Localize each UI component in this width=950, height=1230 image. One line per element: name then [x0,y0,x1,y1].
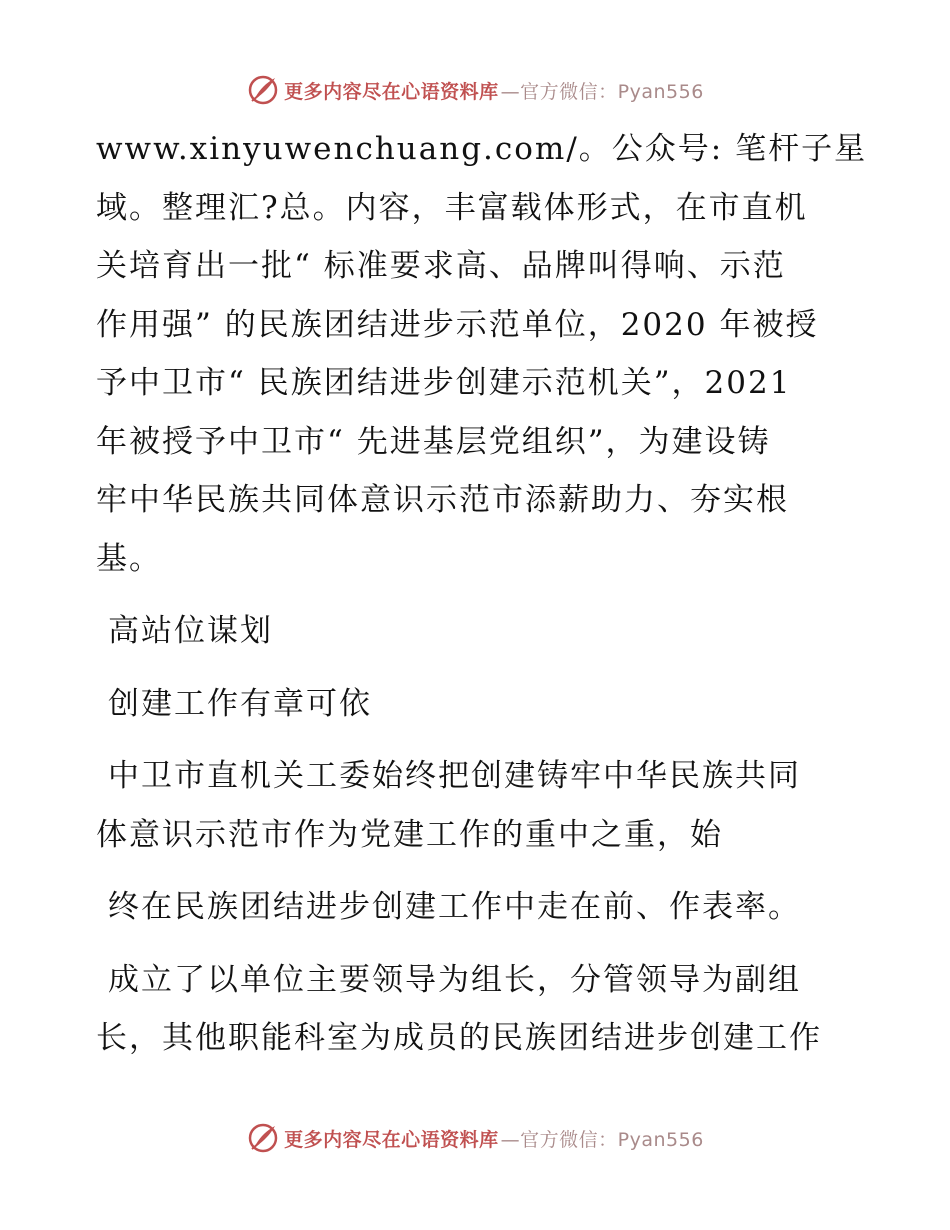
text-line: 域。整理汇?总。内容，丰富载体形式，在市直机 [96,189,808,226]
document-body [96,120,868,1068]
paragraph-1 [96,120,868,588]
header-banner [0,70,950,110]
paragraph-4 [96,951,856,1068]
text-line: 年被授予中卫市“ 先进基层党组织”，为建设铸 [96,423,771,460]
text-line: 作用强” 的民族团结进步示范单位，2020 年被授 [96,306,819,343]
banner-wechat-text: —官方微信：Pyan556 [500,80,704,103]
section-subheading: 创建工作有章可依 [108,685,372,722]
banner-main-text: 更多内容尽在心语资料库 [284,80,499,103]
section-heading: 高站位谋划 [108,613,273,649]
text-line: 基。 [96,540,162,577]
text-line: 体意识示范市作为党建工作的重中之重，始 [96,816,723,853]
text-line: 中卫市直机关工委始终把创建铸牢中华民族共同 [108,758,801,794]
footer-banner [0,1118,950,1158]
text-line: 成立了以单位主要领导为组长，分管领导为副组 [108,961,801,998]
banner-main-text: 更多内容尽在心语资料库 [284,1128,499,1151]
text-line: 予中卫市“ 民族团结进步创建示范机关”，2021 [96,365,792,401]
feather-quill-icon [246,73,280,107]
text-line: 长，其他职能科室为成员的民族团结进步创建工作 [96,1020,822,1056]
banner-wechat-text: —官方微信：Pyan556 [500,1128,704,1151]
text-line: www.xinyuwenchuang.com/。公众号: 笔杆子星 [96,131,868,167]
text-line: 牢中华民族共同体意识示范市添薪助力、夯实根 [96,482,789,518]
paragraph-2 [96,747,856,864]
paragraph-3: 终在民族团结进步创建工作中走在前、作表率。 [108,889,801,925]
text-line: 关培育出一批“ 标准要求高、品牌叫得响、示范 [96,248,786,284]
feather-quill-icon [246,1121,280,1155]
